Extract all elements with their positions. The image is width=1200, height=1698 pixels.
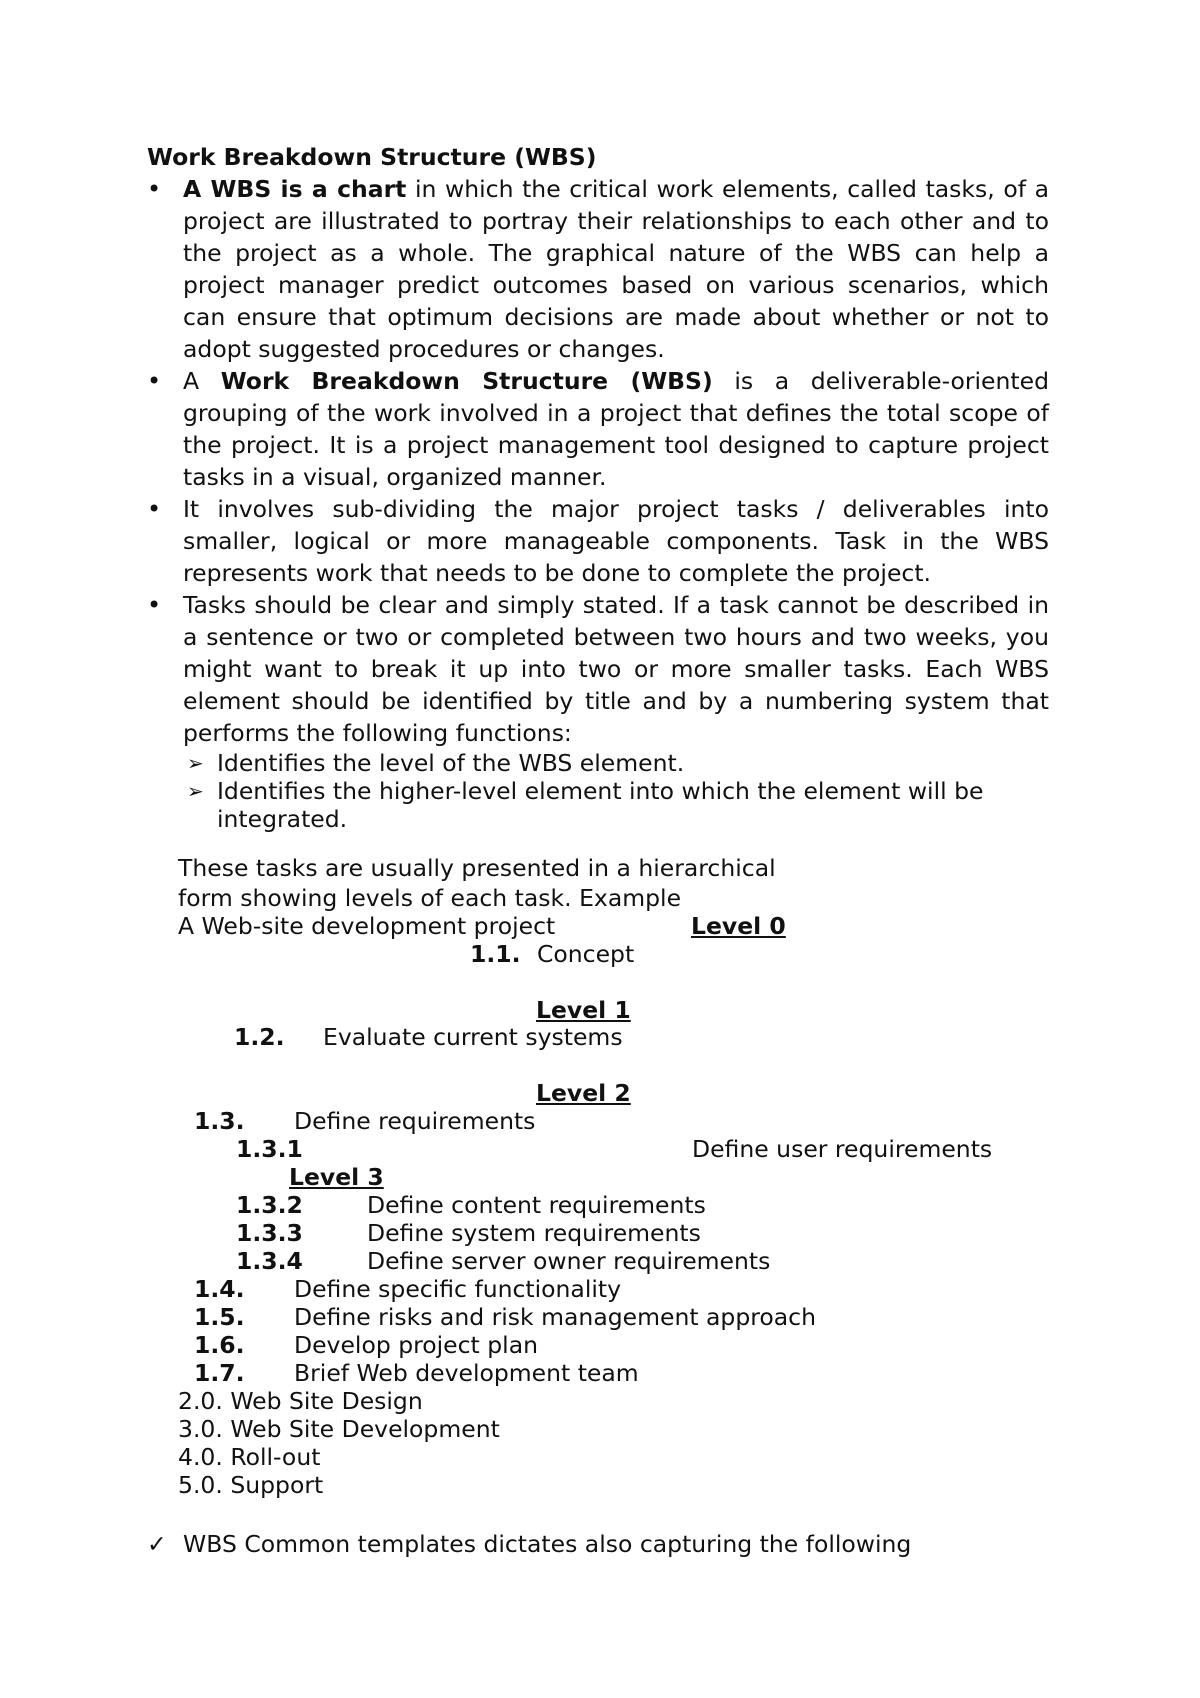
- checkmark-icon: ✓: [147, 1530, 167, 1558]
- bullet-text: Tasks should be clear and simply stated. If a task cannot be described in a sentence or two or completed between two hours and two weeks, you might want to break it up into two or more smaller tasks. Each WBS element should be identified by title and by a numbering system that performs the following functions:: [183, 591, 1049, 747]
- item-number: 1.2.: [234, 1023, 285, 1051]
- item-number: 1.3.: [194, 1107, 245, 1135]
- item-number: 1.5.: [194, 1303, 245, 1331]
- bullet-item: [147, 493, 1049, 589]
- top-level-item: 5.0. Support: [178, 1471, 324, 1499]
- level-label: Level 2: [536, 1079, 631, 1107]
- top-level-item: 2.0. Web Site Design: [178, 1387, 423, 1415]
- intro-line: form showing levels of each task. Example: [178, 884, 682, 912]
- top-level-item: 3.0. Web Site Development: [178, 1415, 500, 1443]
- bullet-prefix: A: [183, 367, 221, 395]
- page-title: Work Breakdown Structure (WBS): [147, 143, 597, 171]
- bullet-item: [147, 365, 1049, 493]
- item-number: 1.4.: [194, 1275, 245, 1303]
- item-number: 1.6.: [194, 1331, 245, 1359]
- checklist-text: WBS Common templates dictates also capturing the following: [183, 1530, 912, 1558]
- sub-bullet-item: ➢ Identifies the higher-level element into which the element will be integrated.: [183, 777, 1049, 833]
- bullet-bold-text: Work Breakdown Structure (WBS): [220, 367, 713, 395]
- level-label: Level 3: [289, 1163, 384, 1191]
- item-label: Define system requirements: [367, 1219, 701, 1247]
- item-label: Define server owner requirements: [367, 1247, 771, 1275]
- bullet-list: [147, 173, 1049, 833]
- level-label: Level 0: [691, 912, 786, 940]
- item-label: Define risks and risk management approach: [294, 1303, 816, 1331]
- project-title: A Web-site development project: [178, 912, 556, 940]
- bullet-item: [147, 173, 1049, 365]
- top-level-item: 4.0. Roll-out: [178, 1443, 321, 1471]
- item-number: 1.3.1: [236, 1135, 303, 1163]
- item-label: Define user requirements: [692, 1135, 993, 1163]
- item-label: Define requirements: [294, 1107, 536, 1135]
- item-number: 1.3.2: [236, 1191, 303, 1219]
- bullet-text: in which the critical work elements, called tasks, of a project are illustrated to portray their relationships to each other and to the project as a whole. The graphical nature of the WBS can help a project manager predict outcomes based on various scenarios, which can ensure that optimum decisions are made about whether or not to adopt suggested procedures or changes.: [183, 175, 1049, 363]
- item-number: 1.3.3: [236, 1219, 303, 1247]
- bullet-item: [147, 589, 1049, 833]
- item-number: 1.1.: [470, 940, 521, 968]
- sub-bullet-list: [183, 749, 1049, 833]
- item-label: Develop project plan: [294, 1331, 538, 1359]
- level-label: Level 1: [536, 996, 631, 1024]
- item-label: Define content requirements: [367, 1191, 706, 1219]
- item-number: 1.7.: [194, 1359, 245, 1387]
- sub-bullet-item: ➢ Identifies the level of the WBS element.: [183, 749, 1049, 777]
- item-label: Define specific functionality: [294, 1275, 622, 1303]
- bullet-text: is a deliverable-oriented grouping of the work involved in a project that defines the total scope of the project. It is a project management tool designed to capture project tasks in a visual, organized manner.: [183, 367, 1049, 491]
- item-label: Brief Web development team: [294, 1359, 639, 1387]
- bullet-text: It involves sub-dividing the major project tasks / deliverables into smaller, logical or more manageable components. Task in the WBS represents work that needs to be done to complete the project.: [183, 495, 1049, 587]
- item-number: 1.3.4: [236, 1247, 303, 1275]
- item-label: Evaluate current systems: [323, 1023, 623, 1051]
- checklist-item: [147, 1529, 911, 1559]
- bullet-bold-text: A WBS is a chart: [183, 175, 407, 203]
- item-label: Concept: [537, 940, 635, 968]
- intro-line: These tasks are usually presented in a hierarchical: [178, 854, 776, 882]
